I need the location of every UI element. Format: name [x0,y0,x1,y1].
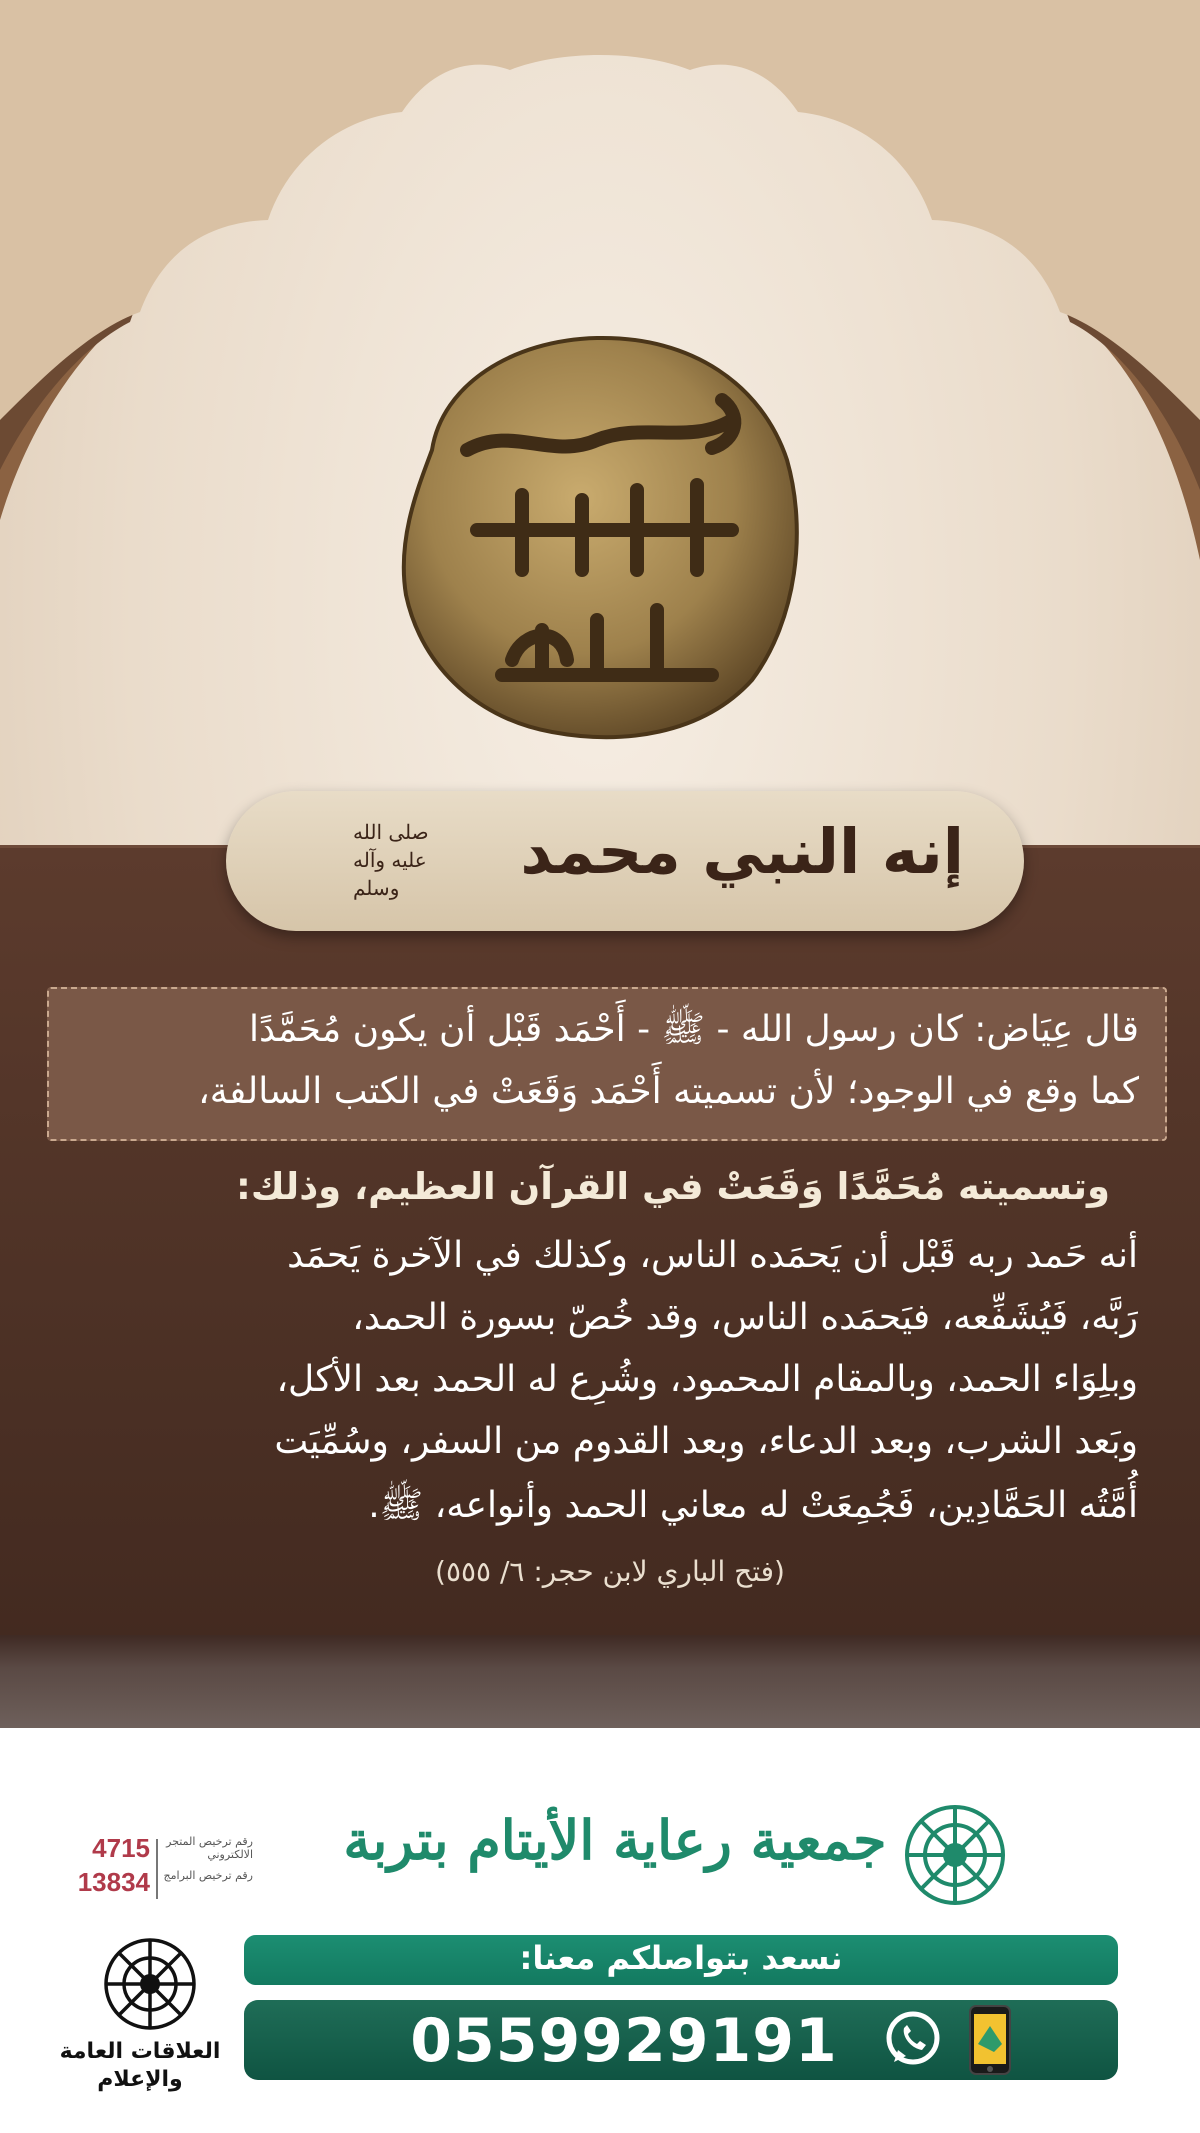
source-citation: (فتح الباري لابن حجر: ٦/ ٥٥٥) [435,1555,785,1588]
pbuh-calligraphy [268,813,429,909]
paragraph-line: أنه حَمد ربه قَبْل أن يَحمَده الناس، وكذلك في الآخرة يَحمَد [287,1235,1138,1276]
program-license-number: 13834 [77,1867,150,1897]
contact-banner [244,1935,1118,1985]
contact-label: نسعد بتواصلكم معنا: [519,1939,843,1977]
quote-box [47,987,1167,1141]
program-license-label: رقم ترخيص البرامج [163,1869,253,1882]
charity-logo-icon [900,1800,1010,1910]
paragraph-line: وبلِوَاء الحمد، وبالمقام المحمود، وشُرِع له الحمد بعد الأكل، [276,1359,1138,1400]
license-info [55,1833,253,1903]
svg-text:عليه وآله: عليه وآله [353,848,427,872]
phone-number[interactable]: 0559929191 [410,2006,838,2076]
paragraph-line: أُمَّتُه الحَمَّادِين، فَجُمِعَتْ له معاني الحمد وأنواعه، ﷺ. [368,1485,1138,1526]
quote-line: كما وقع في الوجود؛ لأن تسميته أَحْمَد وَقَعَتْ في الكتب السالفة، [198,1071,1139,1112]
pr-department-name [40,2038,240,2094]
title-banner [226,791,1024,931]
store-license-label: رقم ترخيص المتجر الالكتروني [166,1835,253,1861]
paragraph-heading: وتسميته مُحَمَّدًا وَقَعَتْ في القرآن العظيم، وذلك: [236,1165,1110,1208]
charity-name: جمعية رعاية الأيتام بتربة [343,1808,887,1872]
quote-line: قال عِيَاض: كان رسول الله - ﷺ - أَحْمَد قَبْل أن يكون مُحَمَّدًا [248,1009,1139,1050]
coin-image [392,330,804,745]
svg-text:صلى الله: صلى الله [353,820,429,844]
whatsapp-icon[interactable] [884,2010,942,2068]
pr-logo-icon [98,1932,202,2036]
page-title: إنه النبي محمد [520,815,964,888]
paragraph-line: رَبَّه، فَيُشَفِّعه، فيَحمَده الناس، وقد خُصّ بسورة الحمد، [352,1297,1138,1338]
poster-bottom-band [0,1635,1200,1728]
paragraph-line: وبَعد الشرب، وبعد الدعاء، وبعد القدوم من السفر، وسُمِّيَت [274,1421,1138,1462]
store-license-number: 4715 [92,1833,150,1863]
svg-text:وسلم: وسلم [353,876,400,900]
pr-name-line: العلاقات العامة [59,2039,221,2064]
pr-name-line: والإعلام [97,2067,183,2092]
mobile-phone-icon [964,2004,1016,2076]
license-divider [156,1839,158,1899]
phone-banner[interactable] [244,2000,1118,2080]
